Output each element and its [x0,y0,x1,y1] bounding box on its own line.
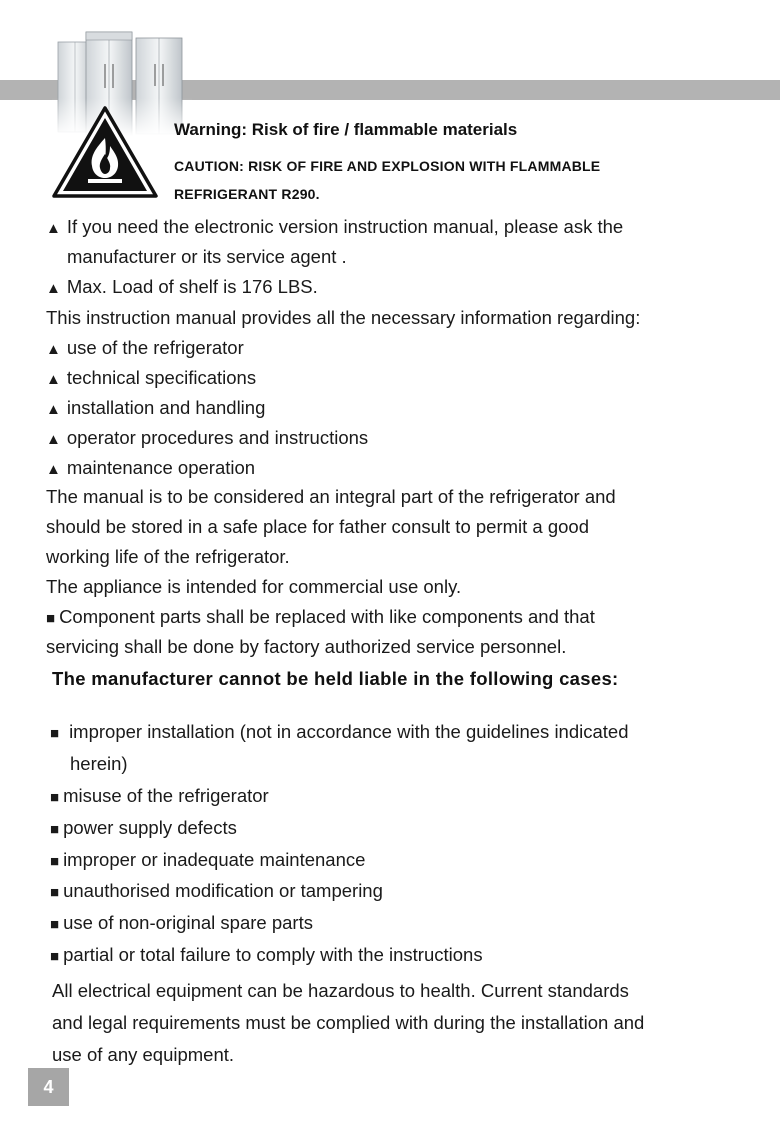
case-item-continuation: herein) [70,753,128,774]
topic-item: ▲ use of the refrigerator [46,337,244,358]
triangle-bullet-icon: ▲ [46,220,61,237]
triangle-bullet-icon: ▲ [46,431,61,448]
square-bullet-icon: ■ [50,884,60,901]
list-item: ▲ If you need the electronic version instruction manual, please ask the [46,216,624,237]
list-item: ▲ Max. Load of shelf is 176 LBS. [46,276,318,297]
case-item: ■ power supply defects [50,817,237,838]
square-bullet-icon: ■ [50,725,60,742]
integral-text-line: should be stored in a safe place for father consult to permit a good [46,516,589,537]
topic-item: ▲ maintenance operation [46,457,256,478]
square-bullet-icon: ■ [46,610,56,627]
topic-item: ▲ installation and handling [46,397,266,418]
list-item-continuation: manufacturer or its service agent . [67,246,347,267]
caution-line-2: REFRIGERANT R290. [174,186,320,202]
square-bullet-icon: ■ [50,853,60,870]
case-item: ■ improper installation (not in accordance with the guidelines indicated [50,721,629,742]
electrical-text-line: All electrical equipment can be hazardous to health. Current standards [52,980,629,1001]
liability-heading: The manufacturer cannot be held liable in the following cases: [52,668,619,689]
topic-item: ▲ technical specifications [46,367,257,388]
integral-text-line: working life of the refrigerator. [46,546,290,567]
component-text-line: servicing shall be done by factory authorized service personnel. [46,636,567,657]
square-bullet-icon: ■ [50,948,60,965]
triangle-bullet-icon: ▲ [46,461,61,478]
electrical-text-line: and legal requirements must be complied with during the installation and [52,1012,645,1033]
square-bullet-icon: ■ [50,789,60,806]
intro-text: This instruction manual provides all the necessary information regarding: [46,307,641,328]
caution-line-1: CAUTION: RISK OF FIRE AND EXPLOSION WITH FLAMMABLE [174,158,601,174]
electrical-text-line: use of any equipment. [52,1044,235,1065]
page-number: 4 [28,1068,69,1106]
square-bullet-icon: ■ [50,916,60,933]
triangle-bullet-icon: ▲ [46,401,61,418]
component-text-line: ■ Component parts shall be replaced with like components and that [46,606,595,627]
caution-text [174,152,734,208]
case-item: ■ misuse of the refrigerator [50,785,269,806]
commercial-use-text: The appliance is intended for commercial use only. [46,576,462,597]
integral-text-line: The manual is to be considered an integral part of the refrigerator and [46,486,616,507]
flammable-warning-icon [50,104,160,200]
case-item: ■ unauthorised modification or tampering [50,880,383,901]
square-bullet-icon: ■ [50,821,60,838]
topic-item: ▲ operator procedures and instructions [46,427,369,448]
case-item: ■ partial or total failure to comply with the instructions [50,944,483,965]
warning-title: Warning: Risk of fire / flammable materials [174,120,518,139]
case-item: ■ improper or inadequate maintenance [50,849,366,870]
triangle-bullet-icon: ▲ [46,341,61,358]
triangle-bullet-icon: ▲ [46,371,61,388]
triangle-bullet-icon: ▲ [46,280,61,297]
case-item: ■ use of non-original spare parts [50,912,313,933]
